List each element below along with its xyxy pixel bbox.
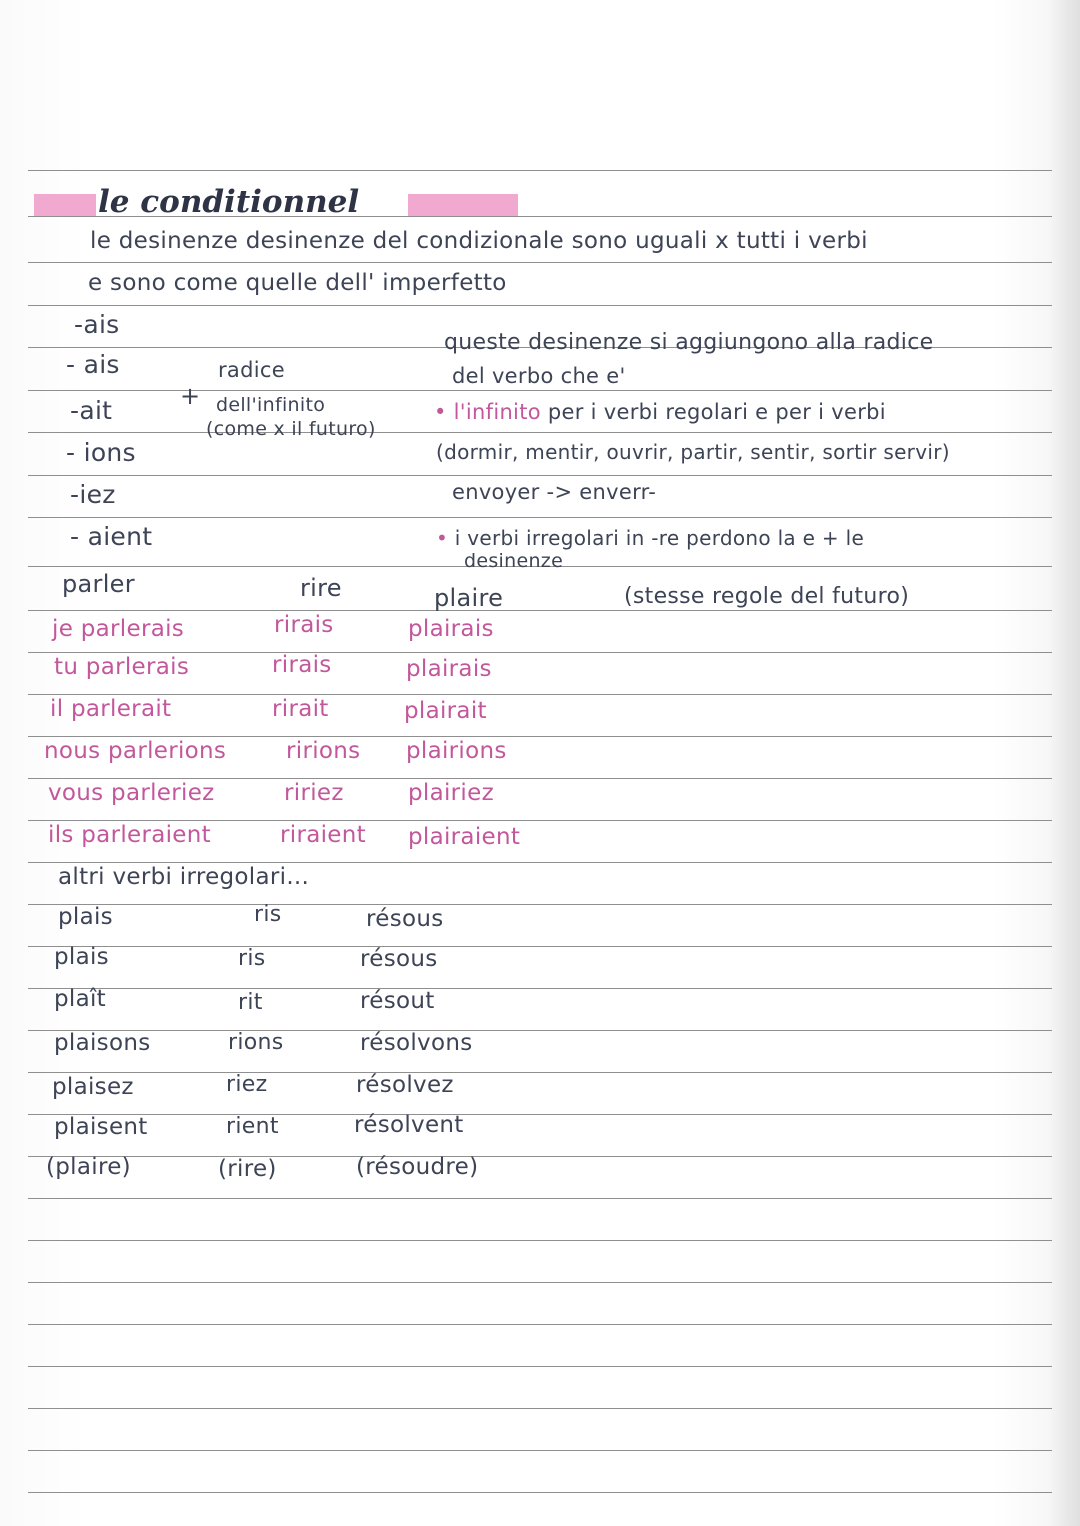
conj-plaire-il: plairait <box>404 698 487 724</box>
title-highlight-right <box>408 194 518 216</box>
rule-line <box>28 610 1052 611</box>
rule-line <box>28 1072 1052 1073</box>
rule-line <box>28 170 1052 171</box>
bullet-dot-icon: • <box>436 526 455 550</box>
rule-line <box>28 305 1052 306</box>
rule-line <box>28 1030 1052 1031</box>
rule-line <box>28 1240 1052 1241</box>
bullet-dot-icon: • <box>434 400 454 424</box>
rule-line <box>28 778 1052 779</box>
irr-rire-6: rient <box>226 1114 279 1139</box>
rule-bullet-1 <box>434 400 886 424</box>
irr-rire-3: rit <box>238 990 263 1015</box>
conj-rire-il: rirait <box>272 696 329 722</box>
rule-line <box>28 946 1052 947</box>
ending-ais-2: - ais <box>66 350 120 379</box>
conj-plaire-tu: plairais <box>406 656 492 682</box>
conj-rire-tu: rirais <box>272 652 332 678</box>
conj-parler-nous: nous parlerions <box>44 738 227 764</box>
radice-line-2: (come x il futuro) <box>206 418 376 440</box>
irr-resoudre-1: résous <box>366 906 444 932</box>
irr-plaire-2: plais <box>54 944 109 970</box>
conj-parler-tu: tu parlerais <box>54 654 190 680</box>
irr-footer-rire: (rire) <box>218 1156 277 1182</box>
plus-sign: + <box>180 382 201 410</box>
rule-line <box>28 652 1052 653</box>
conj-parler-il: il parlerait <box>50 696 172 722</box>
radice-label: radice <box>218 358 285 382</box>
rule-line <box>28 1492 1052 1493</box>
rule-bullet-2 <box>436 526 864 550</box>
irr-resoudre-6: résolvent <box>354 1112 464 1138</box>
rule-line <box>28 988 1052 989</box>
ending-iez: -iez <box>70 480 116 509</box>
conj-plaire-je: plairais <box>408 616 494 642</box>
irr-plaire-1: plais <box>58 904 113 930</box>
rule-line <box>28 1366 1052 1367</box>
irr-footer-plaire: (plaire) <box>46 1154 131 1180</box>
rule-line <box>28 820 1052 821</box>
conj-parler-ils: ils parleraient <box>48 822 211 848</box>
rule-line <box>28 1324 1052 1325</box>
conj-plaire-vous: plairiez <box>408 780 494 806</box>
irr-plaire-4: plaisons <box>54 1030 151 1056</box>
bullet-2-line-1: i verbi irregolari in -re perdono la e + le <box>454 526 865 550</box>
rule-line <box>28 432 1052 433</box>
radice-line-1: dell'infinito <box>216 394 326 416</box>
ending-ais-1: -ais <box>74 310 120 339</box>
bullet-1-rest: per i verbi regolari e per i verbi <box>547 400 886 424</box>
rule-line <box>28 862 1052 863</box>
envoyer-rule: envoyer -> enverr- <box>452 480 657 504</box>
intro-line-1: le desinenze desinenze del condizionale sono uguali x tutti i verbi <box>90 228 868 254</box>
irr-resoudre-5: résolvez <box>356 1072 454 1098</box>
intro-line-2: e sono come quelle dell' imperfetto <box>88 270 507 296</box>
rule-line <box>28 1282 1052 1283</box>
conj-rire-vous: ririez <box>284 780 344 806</box>
bullet-2-line-2: desinenze <box>464 550 564 572</box>
conj-rire-nous: ririons <box>286 738 361 764</box>
header-rire: rire <box>300 574 342 602</box>
conj-plaire-nous: plairions <box>406 738 507 764</box>
conj-parler-vous: vous parleriez <box>48 780 215 806</box>
irr-plaire-3: plaît <box>54 986 106 1012</box>
rule-line <box>28 475 1052 476</box>
page-title: le conditionnel <box>98 184 360 220</box>
rule-line-1: queste desinenze si aggiungono alla radice <box>444 330 934 355</box>
irr-resoudre-2: résous <box>360 946 438 972</box>
conj-parler-je: je parlerais <box>52 616 185 642</box>
conj-rire-ils: riraient <box>280 822 366 848</box>
stesse-regole: (stesse regole del futuro) <box>624 584 910 609</box>
rule-line <box>28 1198 1052 1199</box>
rule-line <box>28 1450 1052 1451</box>
irr-resoudre-3: résout <box>360 988 435 1014</box>
rule-line <box>28 1114 1052 1115</box>
irr-rire-5: riez <box>226 1072 268 1097</box>
rule-line-2: del verbo che e' <box>452 364 626 388</box>
title-highlight-left <box>34 194 96 216</box>
rule-line <box>28 517 1052 518</box>
irr-footer-resoudre: (résoudre) <box>356 1154 479 1180</box>
header-parler: parler <box>62 570 135 598</box>
conj-plaire-ils: plairaient <box>408 824 521 850</box>
irr-rire-4: rions <box>228 1030 284 1055</box>
conj-rire-je: rirais <box>274 612 334 638</box>
altri-verbi-heading: altri verbi irregolari... <box>58 864 310 890</box>
irr-plaire-5: plaisez <box>52 1074 134 1100</box>
rule-line <box>28 694 1052 695</box>
ending-aient: - aient <box>70 522 153 551</box>
ending-ait: -ait <box>70 396 113 425</box>
infinito-term: l'infinito <box>453 400 541 424</box>
rule-line <box>28 262 1052 263</box>
irr-resoudre-4: résolvons <box>360 1030 473 1056</box>
rule-line <box>28 904 1052 905</box>
irr-rire-1: ris <box>254 902 282 927</box>
rule-line <box>28 736 1052 737</box>
page-edge-shadow <box>1048 0 1080 1526</box>
rule-line <box>28 1156 1052 1157</box>
irr-plaire-6: plaisent <box>54 1114 148 1140</box>
rule-line <box>28 1408 1052 1409</box>
ending-ions: - ions <box>66 438 136 467</box>
header-plaire: plaire <box>434 584 504 612</box>
irr-rire-2: ris <box>238 946 266 971</box>
verb-list: (dormir, mentir, ouvrir, partir, sentir, sortir servir) <box>436 440 950 464</box>
